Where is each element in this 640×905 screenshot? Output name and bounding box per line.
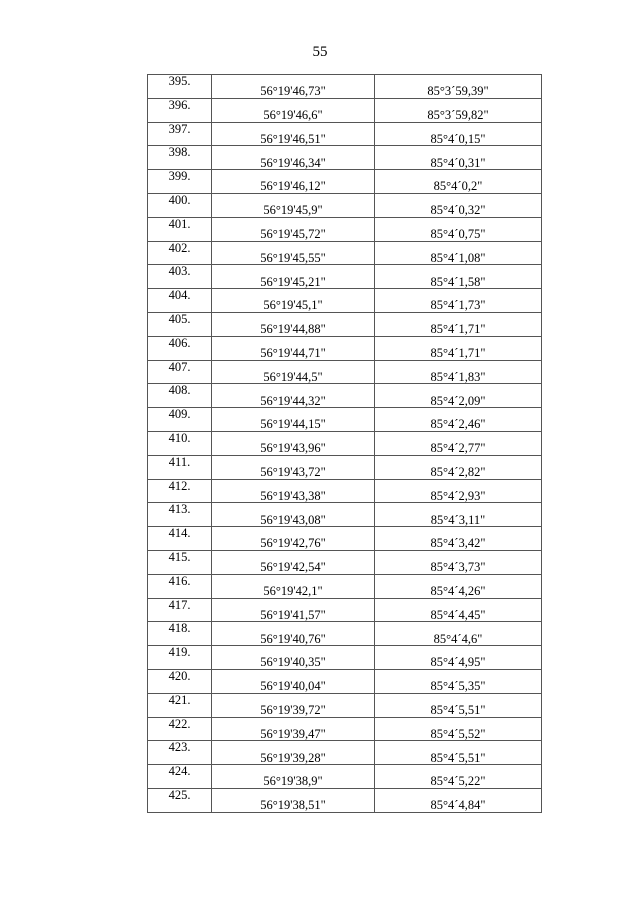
longitude-cell: 85°4´1,83"	[375, 360, 542, 384]
coordinates-table	[147, 74, 542, 813]
table-row	[148, 336, 542, 360]
point-number-cell: 424.	[148, 765, 212, 789]
table-row	[148, 693, 542, 717]
latitude-cell: 56°19'43,96"	[212, 431, 375, 455]
longitude-cell: 85°4´1,08"	[375, 241, 542, 265]
point-number-cell: 414.	[148, 527, 212, 551]
longitude-cell: 85°4´3,73"	[375, 550, 542, 574]
longitude-cell: 85°3´59,39"	[375, 75, 542, 99]
latitude-cell: 56°19'39,47"	[212, 717, 375, 741]
longitude-cell: 85°4´0,2"	[375, 170, 542, 194]
point-number-cell: 403.	[148, 265, 212, 289]
longitude-cell: 85°4´0,31"	[375, 146, 542, 170]
longitude-cell: 85°4´2,82"	[375, 455, 542, 479]
table-row	[148, 455, 542, 479]
latitude-cell: 56°19'40,35"	[212, 646, 375, 670]
point-number-cell: 401.	[148, 217, 212, 241]
page-number: 55	[312, 44, 328, 60]
longitude-cell: 85°4´5,51"	[375, 741, 542, 765]
table-row	[148, 193, 542, 217]
latitude-cell: 56°19'39,28"	[212, 741, 375, 765]
point-number-cell: 412.	[148, 479, 212, 503]
longitude-cell: 85°4´1,73"	[375, 289, 542, 313]
latitude-cell: 56°19'40,04"	[212, 669, 375, 693]
point-number-cell: 406.	[148, 336, 212, 360]
table-row	[148, 217, 542, 241]
longitude-cell: 85°4´3,42"	[375, 527, 542, 551]
table-row	[148, 98, 542, 122]
point-number-cell: 417.	[148, 598, 212, 622]
table-row	[148, 622, 542, 646]
longitude-cell: 85°4´5,22"	[375, 765, 542, 789]
point-number-cell: 409.	[148, 408, 212, 432]
coordinates-table-body	[148, 75, 542, 813]
longitude-cell: 85°4´5,35"	[375, 669, 542, 693]
latitude-cell: 56°19'44,71"	[212, 336, 375, 360]
table-row	[148, 408, 542, 432]
latitude-cell: 56°19'43,08"	[212, 503, 375, 527]
point-number-cell: 407.	[148, 360, 212, 384]
point-number-cell: 419.	[148, 646, 212, 670]
latitude-cell: 56°19'46,73"	[212, 75, 375, 99]
point-number-cell: 398.	[148, 146, 212, 170]
longitude-cell: 85°4´0,15"	[375, 122, 542, 146]
point-number-cell: 408.	[148, 384, 212, 408]
table-row	[148, 170, 542, 194]
latitude-cell: 56°19'43,72"	[212, 455, 375, 479]
point-number-cell: 422.	[148, 717, 212, 741]
table-row	[148, 598, 542, 622]
table-row	[148, 312, 542, 336]
point-number-cell: 397.	[148, 122, 212, 146]
table-row	[148, 360, 542, 384]
longitude-cell: 85°4´4,84"	[375, 788, 542, 812]
point-number-cell: 405.	[148, 312, 212, 336]
latitude-cell: 56°19'45,72"	[212, 217, 375, 241]
table-row	[148, 265, 542, 289]
point-number-cell: 423.	[148, 741, 212, 765]
latitude-cell: 56°19'44,32"	[212, 384, 375, 408]
latitude-cell: 56°19'46,51"	[212, 122, 375, 146]
longitude-cell: 85°3´59,82"	[375, 98, 542, 122]
longitude-cell: 85°4´2,77"	[375, 431, 542, 455]
point-number-cell: 399.	[148, 170, 212, 194]
latitude-cell: 56°19'46,6"	[212, 98, 375, 122]
table-row	[148, 741, 542, 765]
longitude-cell: 85°4´2,09"	[375, 384, 542, 408]
table-row	[148, 479, 542, 503]
point-number-cell: 420.	[148, 669, 212, 693]
latitude-cell: 56°19'42,76"	[212, 527, 375, 551]
longitude-cell: 85°4´4,6"	[375, 622, 542, 646]
longitude-cell: 85°4´4,95"	[375, 646, 542, 670]
longitude-cell: 85°4´4,26"	[375, 574, 542, 598]
latitude-cell: 56°19'44,15"	[212, 408, 375, 432]
table-row	[148, 574, 542, 598]
latitude-cell: 56°19'42,1"	[212, 574, 375, 598]
point-number-cell: 421.	[148, 693, 212, 717]
latitude-cell: 56°19'38,51"	[212, 788, 375, 812]
table-row	[148, 669, 542, 693]
point-number-cell: 415.	[148, 550, 212, 574]
table-row	[148, 503, 542, 527]
table-row	[148, 241, 542, 265]
longitude-cell: 85°4´2,46"	[375, 408, 542, 432]
table-row	[148, 717, 542, 741]
table-row	[148, 646, 542, 670]
point-number-cell: 416.	[148, 574, 212, 598]
point-number-cell: 400.	[148, 193, 212, 217]
latitude-cell: 56°19'39,72"	[212, 693, 375, 717]
table-row	[148, 146, 542, 170]
latitude-cell: 56°19'45,9"	[212, 193, 375, 217]
latitude-cell: 56°19'40,76"	[212, 622, 375, 646]
point-number-cell: 396.	[148, 98, 212, 122]
point-number-cell: 410.	[148, 431, 212, 455]
latitude-cell: 56°19'45,55"	[212, 241, 375, 265]
longitude-cell: 85°4´5,52"	[375, 717, 542, 741]
table-row	[148, 550, 542, 574]
latitude-cell: 56°19'45,1"	[212, 289, 375, 313]
latitude-cell: 56°19'46,12"	[212, 170, 375, 194]
point-number-cell: 425.	[148, 788, 212, 812]
table-row	[148, 527, 542, 551]
longitude-cell: 85°4´3,11"	[375, 503, 542, 527]
table-row	[148, 122, 542, 146]
point-number-cell: 395.	[148, 75, 212, 99]
longitude-cell: 85°4´1,71"	[375, 336, 542, 360]
point-number-cell: 411.	[148, 455, 212, 479]
latitude-cell: 56°19'44,88"	[212, 312, 375, 336]
latitude-cell: 56°19'44,5"	[212, 360, 375, 384]
table-row	[148, 765, 542, 789]
point-number-cell: 404.	[148, 289, 212, 313]
latitude-cell: 56°19'45,21"	[212, 265, 375, 289]
table-row	[148, 384, 542, 408]
latitude-cell: 56°19'46,34"	[212, 146, 375, 170]
longitude-cell: 85°4´4,45"	[375, 598, 542, 622]
table-row	[148, 431, 542, 455]
longitude-cell: 85°4´1,71"	[375, 312, 542, 336]
longitude-cell: 85°4´5,51"	[375, 693, 542, 717]
longitude-cell: 85°4´2,93"	[375, 479, 542, 503]
longitude-cell: 85°4´1,58"	[375, 265, 542, 289]
longitude-cell: 85°4´0,32"	[375, 193, 542, 217]
point-number-cell: 418.	[148, 622, 212, 646]
table-row	[148, 75, 542, 99]
latitude-cell: 56°19'43,38"	[212, 479, 375, 503]
latitude-cell: 56°19'42,54"	[212, 550, 375, 574]
latitude-cell: 56°19'41,57"	[212, 598, 375, 622]
longitude-cell: 85°4´0,75"	[375, 217, 542, 241]
point-number-cell: 413.	[148, 503, 212, 527]
point-number-cell: 402.	[148, 241, 212, 265]
table-row	[148, 289, 542, 313]
latitude-cell: 56°19'38,9"	[212, 765, 375, 789]
table-row	[148, 788, 542, 812]
